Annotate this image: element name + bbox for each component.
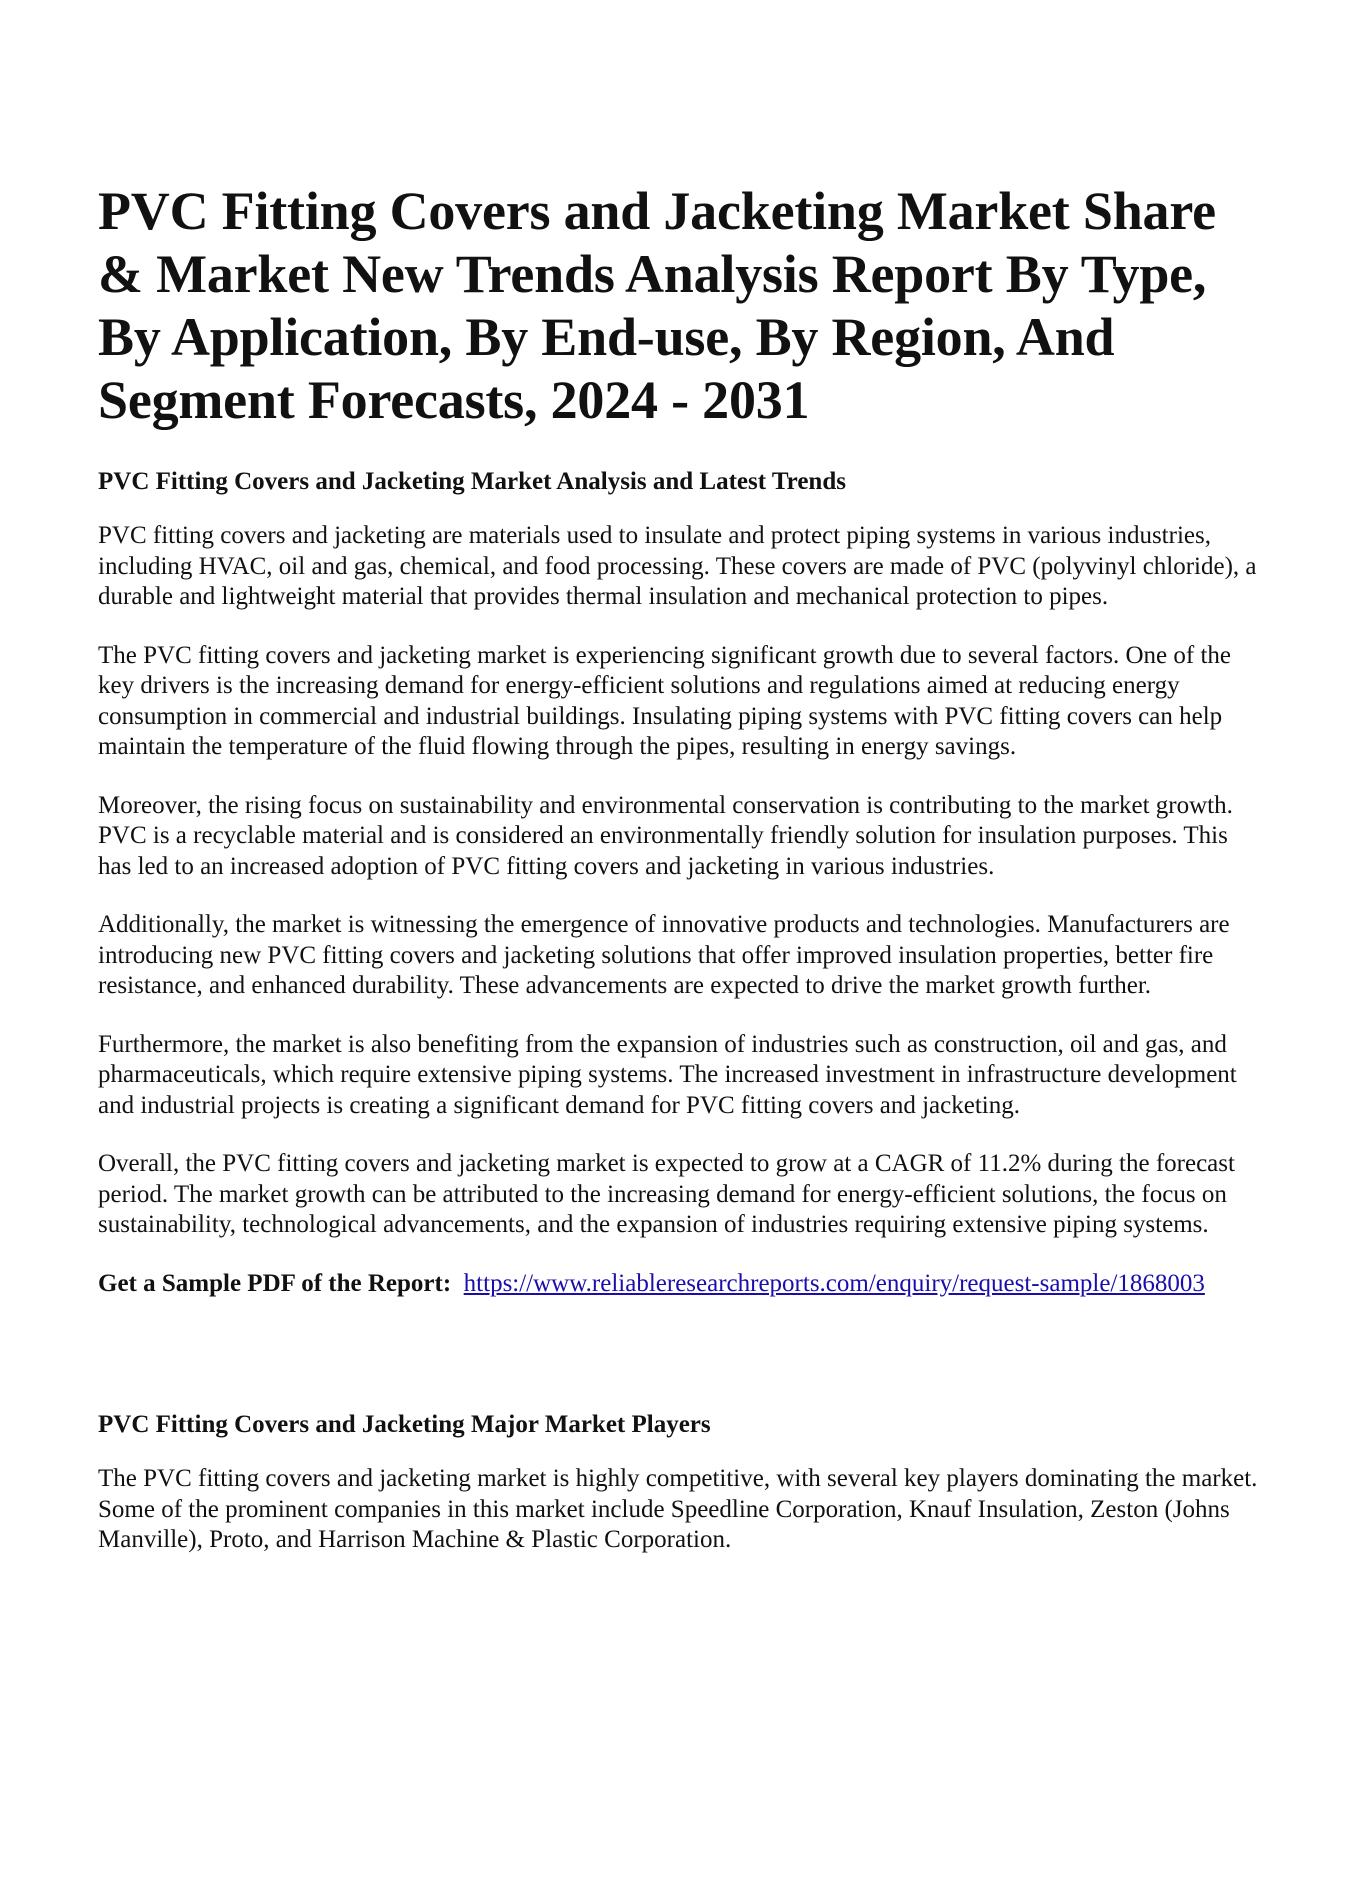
paragraph: The PVC fitting covers and jacketing market is highly competitive, with several key players dominating the market. Some of the prominent companies in this market include Speedline Corporation, Knauf Insulation, Zeston (Johns Manville), Proto, and Harrison Machine & Plastic Corporation.: [98, 1465, 1258, 1553]
paragraph: Moreover, the rising focus on sustainability and environmental conservation is contributing to the market growth. PVC is a recyclable material and is considered an environmentally friendly solution for insulation purposes. This has led to an increased adoption of PVC fitting covers and jacketing in various industries.: [98, 791, 1233, 880]
paragraph: PVC fitting covers and jacketing are materials used to insulate and protect piping systems in various industries, including HVAC, oil and gas, chemical, and food processing. These covers are made of PVC (polyvinyl chloride), a durable and lightweight material that provides thermal insulation and mechanical protection to pipes.: [98, 522, 1257, 610]
section-heading-players: PVC Fitting Covers and Jacketing Major Market Players: [98, 1411, 711, 1438]
paragraph: Additionally, the market is witnessing the emergence of innovative products and technologies. Manufacturers are introducing new PVC fitting covers and jacketing solutions that offer improved insulation properties, better fire resistance, and enhanced durability. These advancements are expected to drive the market growth further.: [98, 911, 1230, 999]
section-heading-analysis: PVC Fitting Covers and Jacketing Market Analysis and Latest Trends: [98, 468, 846, 495]
sample-request-label: Get a Sample PDF of the Report:: [98, 1269, 452, 1297]
document-page: [98, 180, 1258, 1584]
paragraph: Overall, the PVC fitting covers and jacketing market is expected to grow at a CAGR of 11.2% during the forecast period. The market growth can be attributed to the increasing demand for energy-efficient solutions, the focus on sustainability, technological advancements, and the expansion of industries requiring extensive piping systems.: [98, 1150, 1235, 1238]
document-title: PVC Fitting Covers and Jacketing Market Share & Market New Trends Analysis Report By Type, By Application, By End-use, By Region, And Segment Forecasts, 2024 - 2031: [98, 181, 1216, 430]
paragraph: Furthermore, the market is also benefiting from the expansion of industries such as construction, oil and gas, and pharmaceuticals, which require extensive piping systems. The increased investment in infrastructure development and industrial projects is creating a significant demand for PVC fitting covers and jacketing.: [98, 1030, 1237, 1119]
sample-request-link[interactable]: https://www.reliableresearchreports.com/enquiry/request-sample/1868003: [463, 1269, 1205, 1297]
sample-request: [98, 1269, 1258, 1300]
paragraph: The PVC fitting covers and jacketing market is experiencing significant growth due to several factors. One of the key drivers is the increasing demand for energy-efficient solutions and regulations aimed at reducing energy consumption in commercial and industrial buildings. Insulating piping systems with PVC fitting covers can help maintain the temperature of the fluid flowing through the pipes, resulting in energy savings.: [98, 641, 1231, 760]
